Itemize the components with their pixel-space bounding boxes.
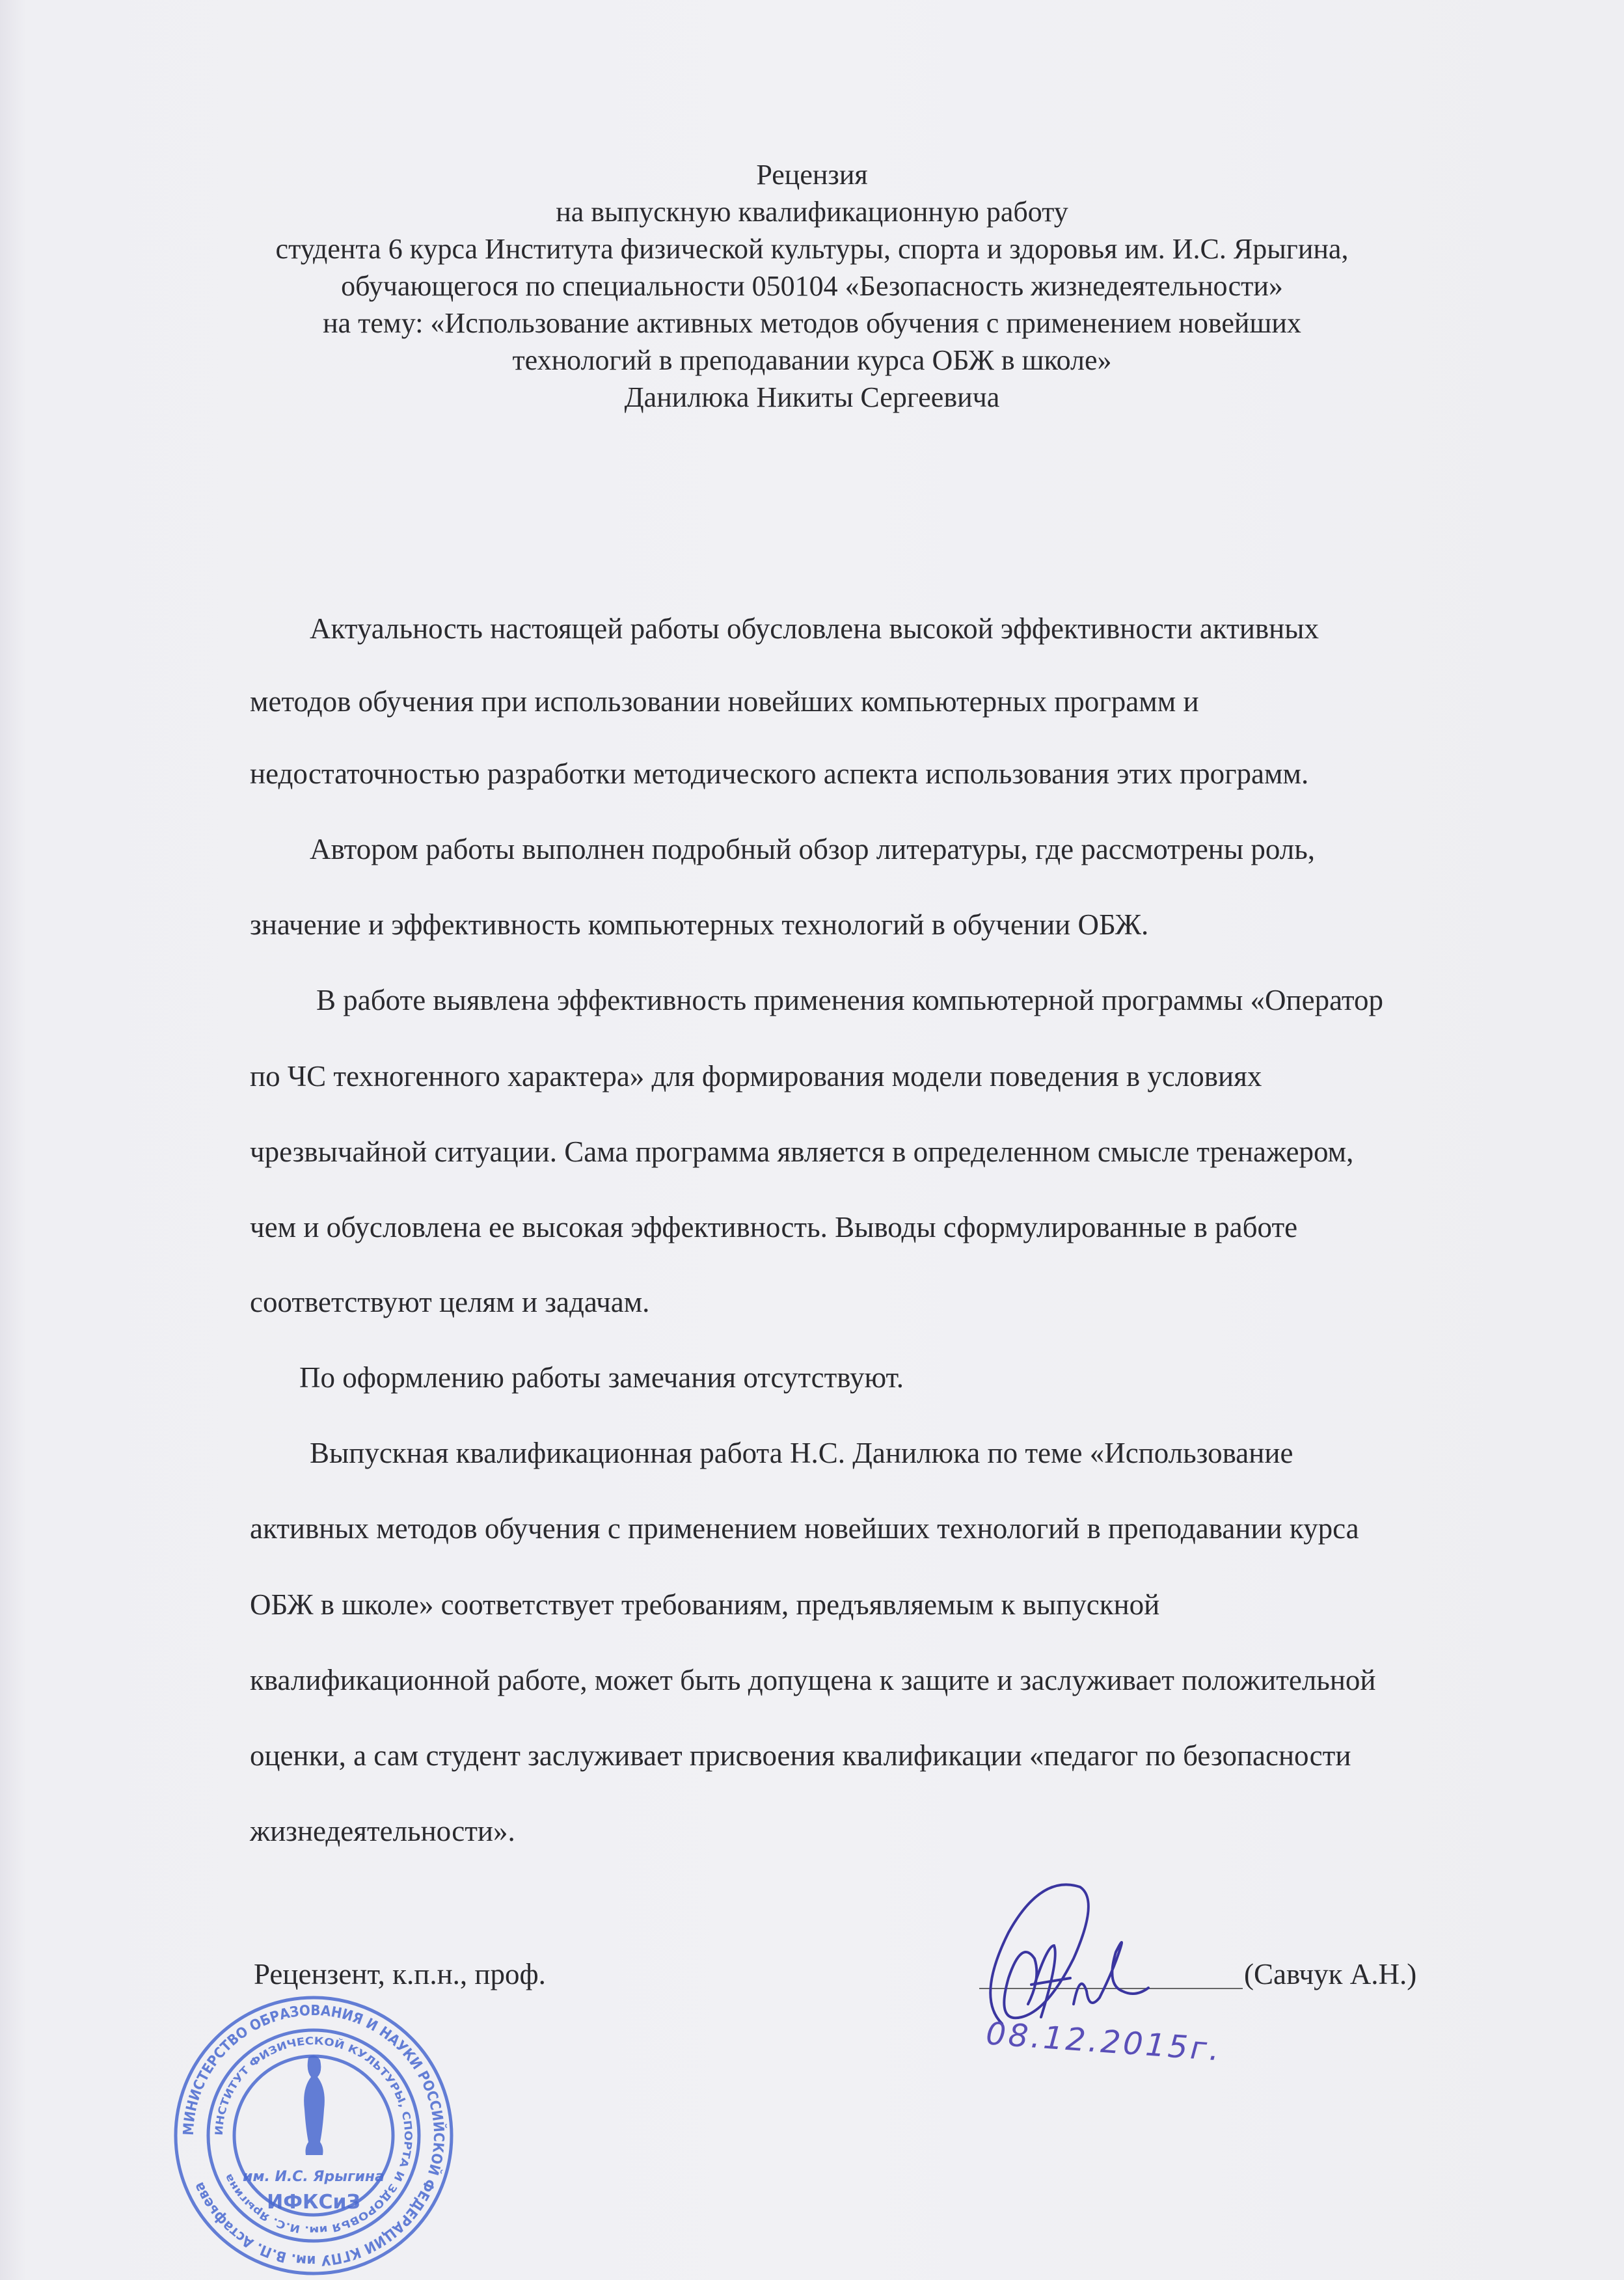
student-name: Данилюка Никиты Сергеевича (624, 381, 1000, 413)
reviewer-name: (Савчук А.Н.) (1244, 1958, 1417, 1990)
handwritten-date: 08.12.2015г. (984, 2015, 1223, 2069)
reviewer-label: Рецензент, к.п.н., проф. (254, 1958, 546, 1990)
document-title: Рецензия (756, 159, 868, 191)
header-line: на тему: «Использование активных методов обучения с применением новейших (323, 307, 1301, 339)
body-line: по ЧС техногенного характера» для формирования модели поведения в условиях (250, 1060, 1262, 1092)
body-line: ОБЖ в школе» соответствует требованиям, предъявляемым к выпускной (250, 1588, 1160, 1621)
body-line: жизнедеятельности». (250, 1815, 515, 1847)
body-line: методов обучения при использовании новейших компьютерных программ и (250, 685, 1199, 718)
body-line: чрезвычайной ситуации. Сама программа является в определенном смысле тренажером, (250, 1135, 1354, 1168)
document-header (0, 156, 1624, 416)
body-line: В работе выявлена эффективность применения компьютерной программы «Оператор (316, 984, 1383, 1016)
header-line: технологий в преподавании курса ОБЖ в школе» (512, 344, 1112, 376)
statue-figure (304, 2056, 325, 2155)
body-line: чем и обусловлена ее высокая эффективность. Выводы сформулированные в работе (250, 1211, 1298, 1243)
body-line: Актуальность настоящей работы обусловлена высокой эффективности активных (310, 612, 1319, 645)
body-line: Выпускная квалификационная работа Н.С. Данилюка по теме «Использование (310, 1437, 1293, 1469)
body-line: недостаточностью разработки методического аспекта использования этих программ. (250, 757, 1309, 790)
body-line: оценки, а сам студент заслуживает присвоения квалификации «педагог по безопасности (250, 1739, 1351, 1772)
stamp-abbr: ИФКСиЗ (267, 2191, 360, 2214)
stamp-outer-text: МИНИСТЕРСТВО ОБРАЗОВАНИЯ И НАУКИ РОССИЙСКОЙ ФЕДЕРАЦИИ КГПУ им. В.П. Астафьева (180, 2002, 447, 2269)
header-line: студента 6 курса Института физической культуры, спорта и здоровья им. И.С. Ярыгина, (275, 233, 1349, 265)
body-line: квалификационной работе, может быть допущена к защите и заслуживает положительной (250, 1664, 1376, 1696)
stamp-center-script: им. И.С. Ярыгина (243, 2169, 385, 2185)
body-line: Автором работы выполнен подробный обзор литературы, где рассмотрены роль, (310, 833, 1316, 865)
header-line: обучающегося по специальности 050104 «Безопасность жизнедеятельности» (341, 270, 1283, 302)
body-line: По оформлению работы замечания отсутствуют. (299, 1361, 904, 1394)
body-line: соответствуют целям и задачам. (250, 1286, 650, 1318)
body-line: активных методов обучения с применением новейших технологий в преподавании курса (250, 1512, 1359, 1545)
stamp-inner-text: ИНСТИТУТ ФИЗИЧЕСКОЙ КУЛЬТУРЫ, СПОРТА И ЗДОРОВЬЯ им. И.С. Ярыгина (212, 2034, 415, 2237)
body-line: значение и эффективность компьютерных технологий в обучении ОБЖ. (250, 908, 1149, 941)
institution-stamp (170, 1992, 457, 2279)
header-line: на выпускную квалификационную работу (556, 196, 1068, 228)
